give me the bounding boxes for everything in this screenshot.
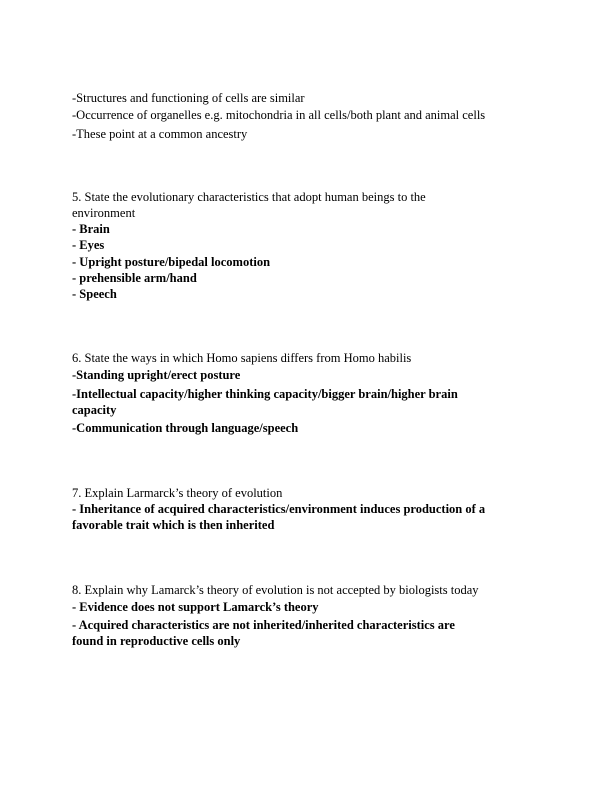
answer-line: favorable trait which is then inherited <box>72 518 275 532</box>
answer-line: -Standing upright/erect posture <box>72 368 241 382</box>
intro-line: -Occurrence of organelles e.g. mitochondria in all cells/both plant and animal cells <box>72 108 486 122</box>
answer-line: - Eyes <box>72 238 105 252</box>
question-7: 7. Explain Larmarck’s theory of evolution <box>72 486 283 500</box>
answer-line: - Acquired characteristics are not inherited/inherited characteristics are <box>72 618 455 632</box>
answer-line: - Inheritance of acquired characteristics/environment induces production of a <box>72 502 486 516</box>
intro-line: -These point at a common ancestry <box>72 127 248 141</box>
answer-line: - prehensible arm/hand <box>72 271 197 285</box>
answer-line: -Intellectual capacity/higher thinking capacity/bigger brain/higher brain <box>72 387 458 401</box>
intro-line: -Structures and functioning of cells are similar <box>72 91 305 105</box>
answer-line: found in reproductive cells only <box>72 634 241 648</box>
question-5: 5. State the evolutionary characteristics that adopt human beings to the <box>72 190 426 204</box>
question-8: 8. Explain why Lamarck’s theory of evolution is not accepted by biologists today <box>72 583 479 597</box>
answer-line: -Communication through language/speech <box>72 421 299 435</box>
question-6: 6. State the ways in which Homo sapiens differs from Homo habilis <box>72 351 412 365</box>
answer-line: capacity <box>72 403 117 417</box>
question-5-continued: environment <box>72 206 136 220</box>
answer-line: - Speech <box>72 287 117 301</box>
answer-line: - Upright posture/bipedal locomotion <box>72 255 271 269</box>
answer-line: - Evidence does not support Lamarck’s theory <box>72 600 319 614</box>
answer-line: - Brain <box>72 222 110 236</box>
